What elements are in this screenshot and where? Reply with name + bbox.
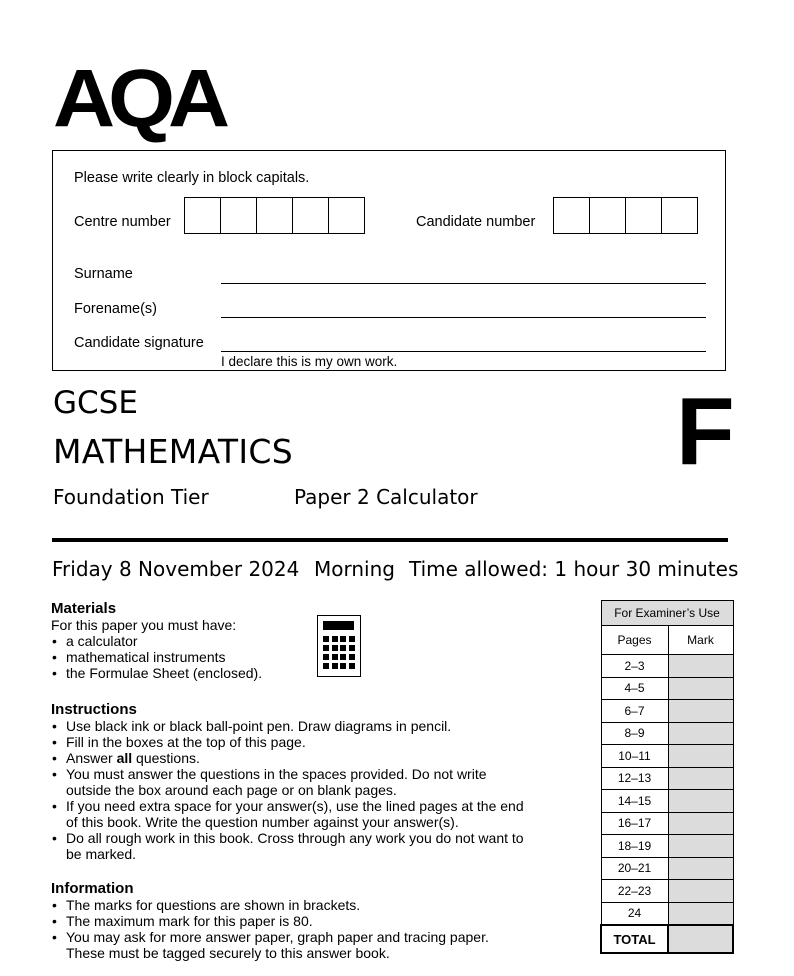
subject-title: MATHEMATICS bbox=[53, 432, 293, 471]
pages-cell: 10–11 bbox=[601, 745, 668, 768]
signature-line[interactable] bbox=[221, 351, 706, 352]
examiner-table-row bbox=[601, 700, 733, 723]
examiner-table-row bbox=[601, 880, 733, 903]
examiner-table-row bbox=[601, 677, 733, 700]
materials-section bbox=[51, 600, 571, 681]
time-allowed: Time allowed: 1 hour 30 minutes bbox=[409, 557, 739, 581]
instructions-item bbox=[51, 830, 591, 862]
total-label: TOTAL bbox=[601, 925, 668, 953]
centre-digit-box[interactable] bbox=[328, 197, 365, 234]
mark-cell bbox=[668, 857, 733, 880]
centre-digit-box[interactable] bbox=[256, 197, 293, 234]
instructions-item bbox=[51, 798, 591, 830]
instructions-list bbox=[51, 718, 591, 862]
candidate-number-boxes[interactable] bbox=[553, 197, 698, 234]
materials-heading: Materials bbox=[51, 600, 117, 617]
information-line: • You may ask for more answer paper, graph paper and tracing paper. bbox=[66, 929, 489, 945]
mark-cell bbox=[668, 880, 733, 903]
centre-digit-box[interactable] bbox=[184, 197, 221, 234]
instructions-section bbox=[51, 701, 591, 862]
pages-cell: 6–7 bbox=[601, 700, 668, 723]
mark-cell bbox=[668, 767, 733, 790]
information-item bbox=[51, 929, 591, 961]
materials-intro: For this paper you must have: bbox=[51, 617, 237, 633]
pages-cell: 24 bbox=[601, 902, 668, 925]
mark-cell bbox=[668, 790, 733, 813]
mark-cell bbox=[668, 677, 733, 700]
examiner-table-row bbox=[601, 745, 733, 768]
pages-cell: 4–5 bbox=[601, 677, 668, 700]
exam-session: Morning bbox=[314, 557, 395, 581]
tier-label: Foundation Tier bbox=[53, 485, 209, 509]
information-line: These must be tagged securely to this answer book. bbox=[66, 945, 390, 961]
examiner-table-row bbox=[601, 812, 733, 835]
centre-number-boxes[interactable] bbox=[184, 197, 365, 234]
instructions-heading: Instructions bbox=[51, 701, 137, 718]
centre-number-label: Centre number bbox=[74, 214, 171, 230]
instructions-line: • Use black ink or black ball-point pen. Draw diagrams in pencil. bbox=[66, 718, 452, 734]
instructions-text: Answer bbox=[66, 750, 117, 766]
mark-cell bbox=[668, 812, 733, 835]
exam-date: Friday 8 November 2024 bbox=[52, 557, 300, 581]
mark-cell bbox=[668, 835, 733, 858]
examiner-table-row bbox=[601, 902, 733, 925]
candidate-number-label: Candidate number bbox=[416, 214, 536, 230]
pages-cell: 8–9 bbox=[601, 722, 668, 745]
declaration-text: I declare this is my own work. bbox=[221, 354, 398, 369]
pages-cell: 18–19 bbox=[601, 835, 668, 858]
instructions-line: be marked. bbox=[66, 846, 137, 862]
candidate-digit-box[interactable] bbox=[661, 197, 698, 234]
total-mark-cell bbox=[668, 925, 733, 953]
mark-cell bbox=[668, 700, 733, 723]
instructions-line: • Do all rough work in this book. Cross through any work you do not want to bbox=[66, 830, 524, 846]
examiner-table-row bbox=[601, 857, 733, 880]
block-capitals-instruction: Please write clearly in block capitals. bbox=[74, 170, 310, 186]
examiner-table-row bbox=[601, 767, 733, 790]
information-list bbox=[51, 897, 591, 961]
surname-label: Surname bbox=[74, 266, 133, 282]
pages-cell: 22–23 bbox=[601, 880, 668, 903]
pages-cell: 14–15 bbox=[601, 790, 668, 813]
examiner-table-row bbox=[601, 722, 733, 745]
instructions-item bbox=[51, 750, 591, 766]
tier-letter: F bbox=[676, 378, 735, 485]
materials-list bbox=[51, 633, 571, 681]
materials-item: • a calculator bbox=[51, 633, 571, 649]
candidate-digit-box[interactable] bbox=[589, 197, 626, 234]
centre-digit-box[interactable] bbox=[220, 197, 257, 234]
information-line: • The maximum mark for this paper is 80. bbox=[66, 913, 313, 929]
aqa-logo: AQA bbox=[53, 53, 224, 145]
instructions-line: • Fill in the boxes at the top of this page. bbox=[66, 734, 306, 750]
paper-label: Paper 2 Calculator bbox=[294, 485, 478, 509]
forenames-line[interactable] bbox=[221, 317, 706, 318]
signature-label: Candidate signature bbox=[74, 335, 204, 351]
examiner-table-row bbox=[601, 835, 733, 858]
pages-cell: 20–21 bbox=[601, 857, 668, 880]
mark-column-header: Mark bbox=[668, 626, 733, 655]
qualification-title: GCSE bbox=[53, 385, 138, 421]
information-line: • The marks for questions are shown in brackets. bbox=[66, 897, 361, 913]
instructions-line: outside the box around each page or on blank pages. bbox=[66, 782, 397, 798]
header-rule bbox=[52, 538, 728, 542]
pages-cell: 2–3 bbox=[601, 655, 668, 678]
mark-cell bbox=[668, 722, 733, 745]
information-item bbox=[51, 913, 591, 929]
instructions-text: questions. bbox=[132, 750, 200, 766]
forenames-label: Forename(s) bbox=[74, 301, 157, 317]
examiners-use-table bbox=[600, 600, 734, 954]
examiner-table-row bbox=[601, 655, 733, 678]
instructions-line: • If you need extra space for your answer(s), use the lined pages at the end bbox=[66, 798, 524, 814]
instructions-line: • You must answer the questions in the spaces provided. Do not write bbox=[66, 766, 487, 782]
examiner-table-row bbox=[601, 790, 733, 813]
information-heading: Information bbox=[51, 880, 134, 897]
mark-cell bbox=[668, 902, 733, 925]
examiner-table-title: For Examiner’s Use bbox=[601, 601, 733, 626]
candidate-digit-box[interactable] bbox=[553, 197, 590, 234]
instructions-item bbox=[51, 718, 591, 734]
instructions-item bbox=[51, 734, 591, 750]
instructions-emphasis: all bbox=[116, 750, 133, 766]
calculator-icon bbox=[317, 615, 361, 677]
mark-cell bbox=[668, 745, 733, 768]
instructions-line: of this book. Write the question number against your answer(s). bbox=[66, 814, 459, 830]
candidate-digit-box[interactable] bbox=[625, 197, 662, 234]
mark-cell bbox=[668, 655, 733, 678]
pages-cell: 12–13 bbox=[601, 767, 668, 790]
information-item bbox=[51, 897, 591, 913]
materials-item: • the Formulae Sheet (enclosed). bbox=[51, 665, 571, 681]
materials-item: • mathematical instruments bbox=[51, 649, 571, 665]
pages-cell: 16–17 bbox=[601, 812, 668, 835]
centre-digit-box[interactable] bbox=[292, 197, 329, 234]
instructions-item bbox=[51, 766, 591, 798]
surname-line[interactable] bbox=[221, 283, 706, 284]
pages-column-header: Pages bbox=[601, 626, 668, 655]
information-section bbox=[51, 880, 591, 961]
